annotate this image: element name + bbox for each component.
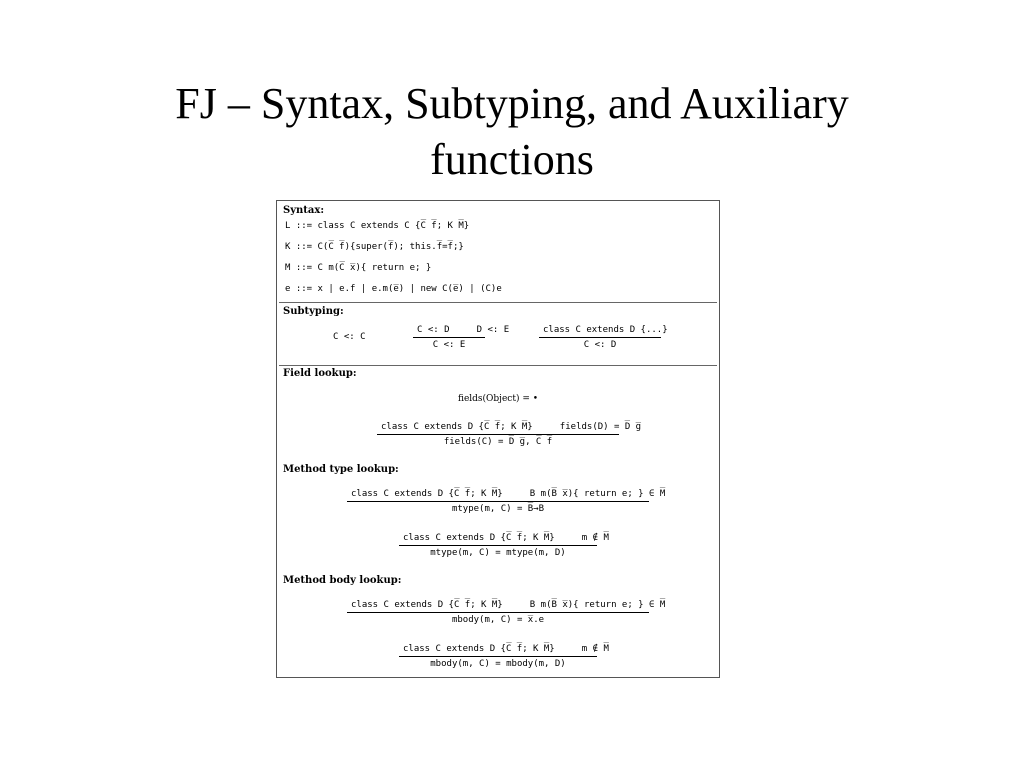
subtyping-extends-rule [539,325,668,350]
fields-object-rule: fields(Object) = • [457,394,539,404]
syntax-heading: Syntax: [283,205,325,216]
subtyping-transitive-premise: C <: D D <: E [417,325,510,335]
method-type-lookup-heading: Method type lookup: [283,464,399,475]
slide-title-line-2: functions [430,135,594,184]
section-divider [279,365,717,366]
mtype-rule-2 [399,533,609,558]
mtype-rule-1-conclusion: mtype(m, C) = B̅→B [451,504,545,514]
subtyping-heading: Subtyping: [283,306,344,317]
section-divider [279,302,717,303]
syntax-rule-class: L ::= class C extends C {C̅ f̅; K M̅} [285,221,470,231]
method-body-lookup-heading: Method body lookup: [283,575,402,586]
mbody-rule-1-conclusion: mbody(m, C) = x̅.e [451,615,545,625]
fj-rules-figure [276,200,720,678]
syntax-rule-expression: e ::= x | e.f | e.m(e̅) | new C(e̅) | (C)e [285,284,502,294]
subtyping-transitive-conclusion: C <: E [432,340,466,350]
subtyping-extends-conclusion: C <: D [583,340,617,350]
mtype-rule-2-premise: class C extends D {C̅ f̅; K M̅} m ∉ M̅ [403,533,609,543]
subtyping-transitive-rule [413,325,510,350]
subtyping-reflexive: C <: C [333,332,366,342]
subtyping-extends-premise: class C extends D {...} [543,325,668,335]
mtype-rule-1-premise: class C extends D {C̅ f̅; K M̅} B m(B̅ x̅){ return e; } ∈ M̅ [351,489,666,499]
mbody-rule-1 [347,600,666,625]
field-lookup-heading: Field lookup: [283,368,357,379]
slide-title-line-1: FJ – Syntax, Subtyping, and Auxiliary [175,79,849,128]
mbody-rule-2-premise: class C extends D {C̅ f̅; K M̅} m ∉ M̅ [403,644,609,654]
mtype-rule-2-conclusion: mtype(m, C) = mtype(m, D) [430,548,566,558]
mbody-rule-1-premise: class C extends D {C̅ f̅; K M̅} B m(B̅ x̅){ return e; } ∈ M̅ [351,600,666,610]
mbody-rule-2 [399,644,609,669]
syntax-rule-constructor: K ::= C(C̅ f̅){super(f̅); this.f̅=f̅;} [285,242,464,252]
fields-inductive-conclusion: fields(C) = D̅ g̅, C̅ f̅ [443,437,553,447]
syntax-rule-method: M ::= C m(C̅ x̅){ return e; } [285,263,432,273]
mtype-rule-1 [347,489,666,514]
mbody-rule-2-conclusion: mbody(m, C) = mbody(m, D) [430,659,566,669]
slide-title [0,76,1024,188]
fields-inductive-premise: class C extends D {C̅ f̅; K M̅} fields(D) = D̅ g̅ [381,422,642,432]
fields-inductive-rule [377,422,642,447]
